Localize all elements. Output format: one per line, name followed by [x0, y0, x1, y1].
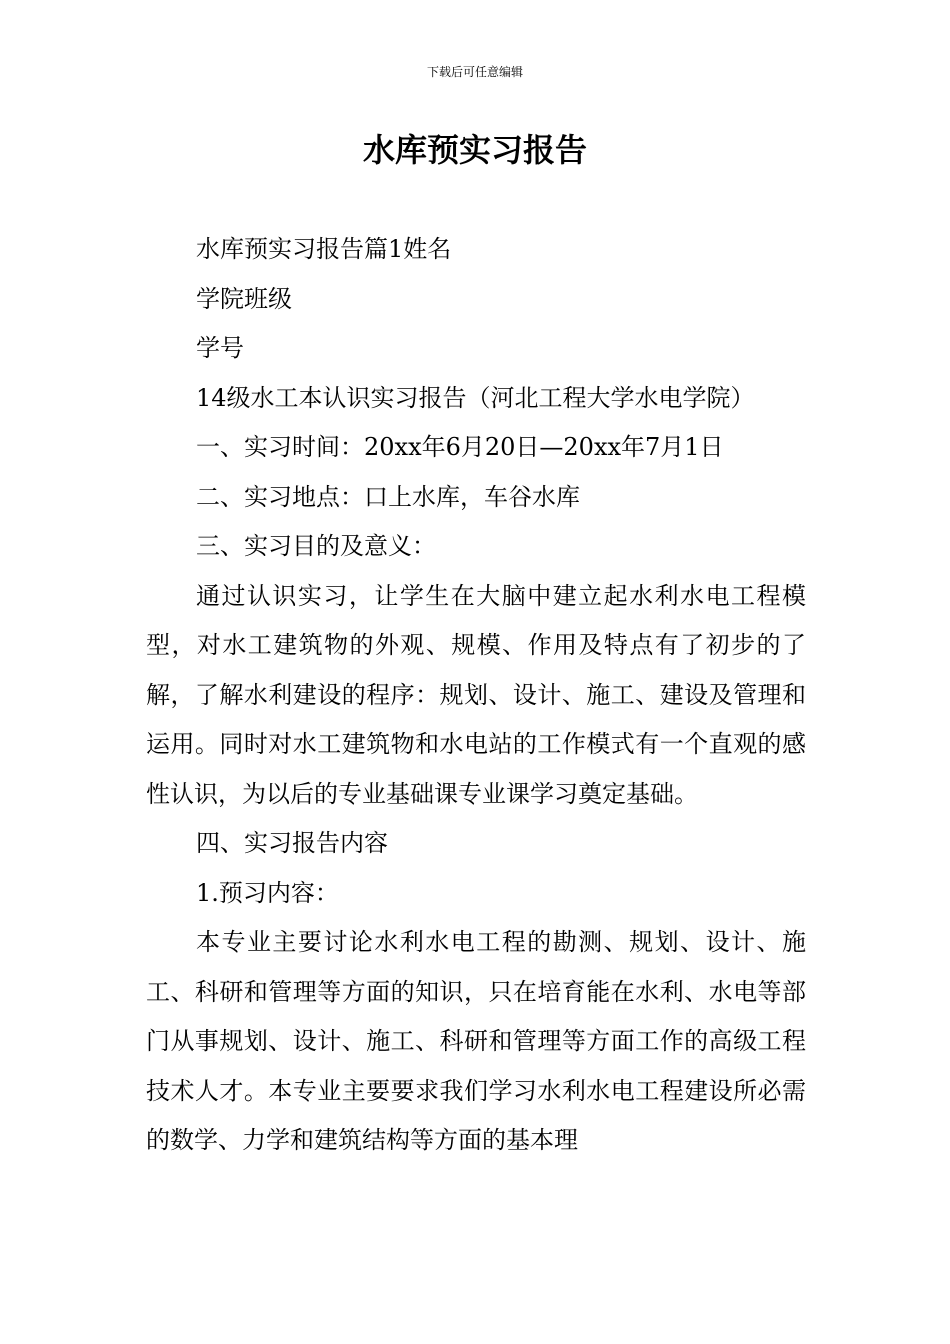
paragraph-content-heading: 四、实习报告内容	[196, 829, 388, 857]
paragraph-purpose-heading: 三、实习目的及意义：	[196, 532, 436, 560]
paragraph-report-name: 水库预实习报告篇1姓名	[196, 235, 452, 263]
paragraph-major-description: 本专业主要讨论水利水电工程的勘测、规划、设计、施工、科研和管理等方面的知识，只在培育能在水利、水电等部门从事规划、设计、施工、科研和管理等方面工作的高级工程技术人才。本专业主要要求我们学习水利水电工程建设所必需的数学、力学和建筑结构等方面的基本理	[146, 928, 806, 1154]
paragraph-college-class: 学院班级	[196, 284, 292, 313]
paragraph-internship-location: 二、实习地点：口上水库，车谷水库	[196, 482, 580, 511]
document-body	[146, 225, 806, 1166]
paragraph-internship-time: 一、实习时间：20xx年6月20日—20xx年7月1日	[196, 433, 724, 461]
paragraph-report-heading: 14级水工本认识实习报告（河北工程大学水电学院）	[196, 383, 755, 412]
paragraph-purpose-text: 通过认识实习，让学生在大脑中建立起水利水电工程模型，对水工建筑物的外观、规模、作用及特点有了初步的了解，了解水利建设的程序：规划、设计、施工、建设及管理和运用。同时对水工建筑物和水电站的工作模式有一个直观的感性认识，为以后的专业基础课专业课学习奠定基础。	[146, 581, 806, 808]
header-note: 下载后可任意编辑	[426, 65, 523, 79]
document-title: 水库预实习报告	[362, 131, 587, 169]
paragraph-student-id: 学号	[196, 334, 244, 362]
paragraph-preview-heading: 1.预习内容：	[196, 878, 339, 907]
